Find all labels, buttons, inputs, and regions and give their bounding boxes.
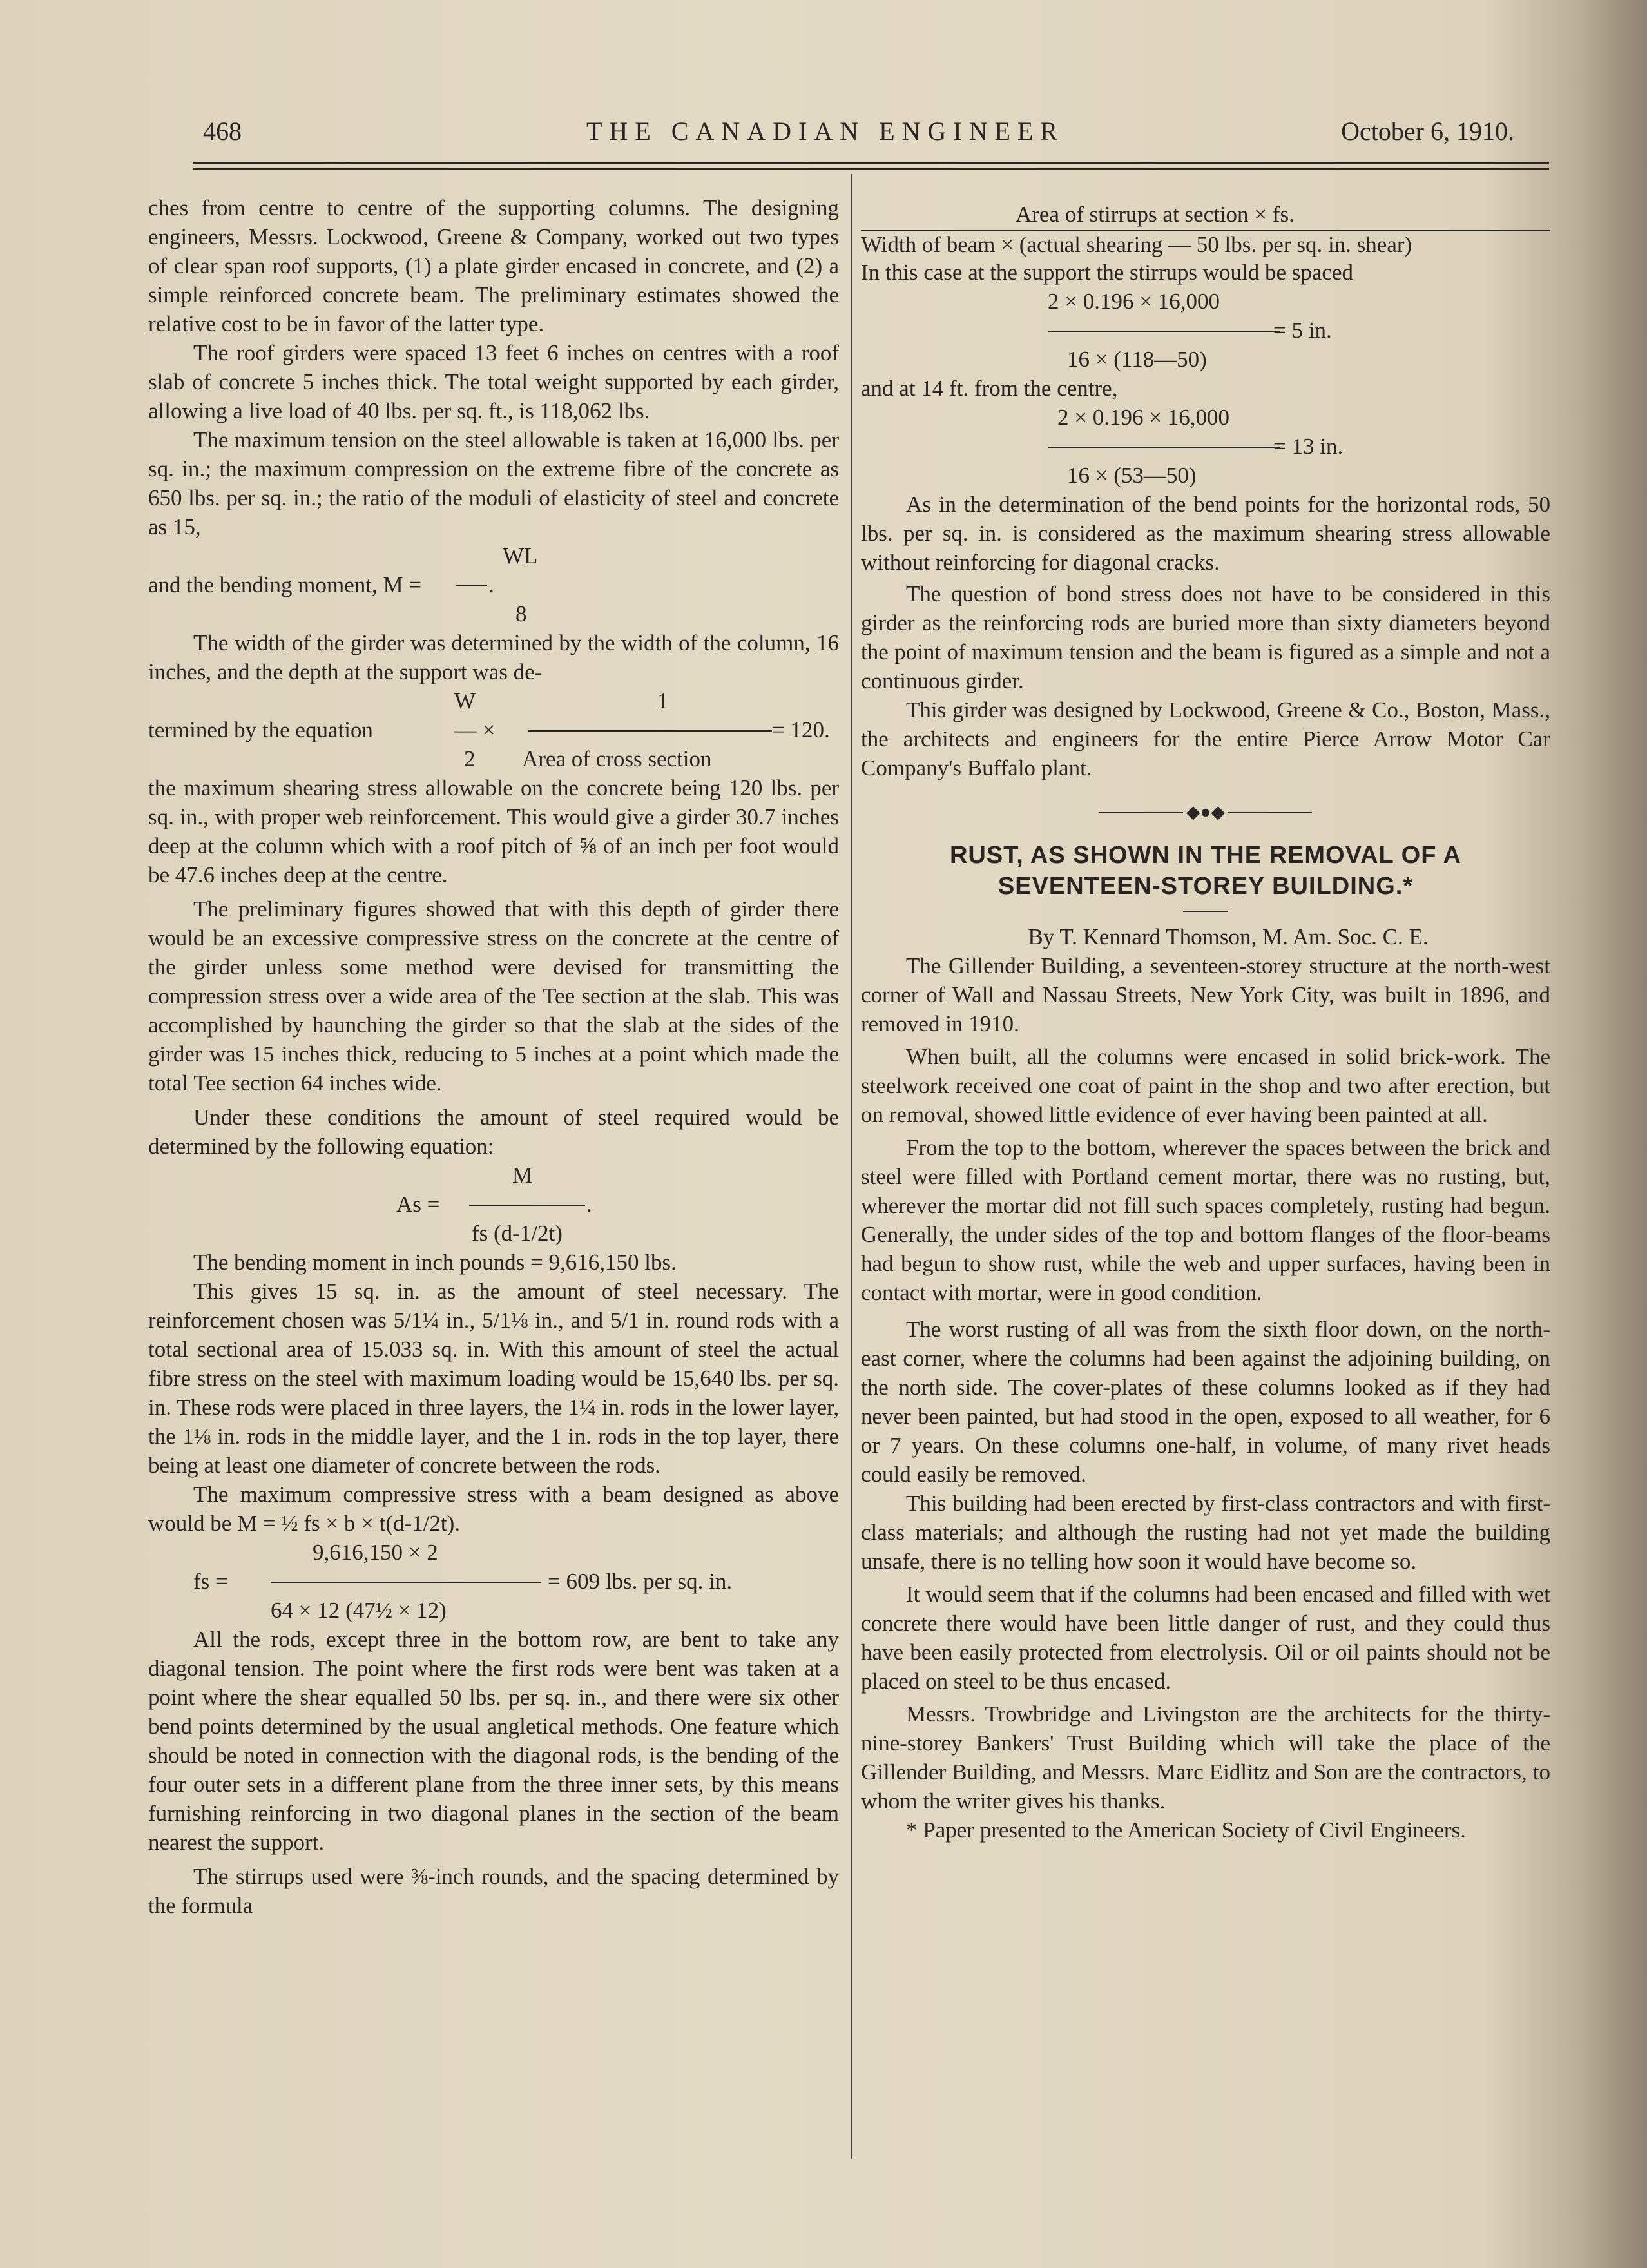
equation-numerator-w: W xyxy=(454,688,476,713)
equation-numerator: 2 × 0.196 × 16,000 xyxy=(1048,289,1220,314)
equation-end: . xyxy=(488,572,494,597)
header-rule xyxy=(193,162,1549,164)
stirrup-formula xyxy=(861,200,1550,258)
formula-denominator: Width of beam × (actual shearing — 50 lbs. per sq. in. shear) xyxy=(861,232,1412,257)
equation-lead: and the bending moment, M = xyxy=(148,572,422,597)
equation-lead: fs = xyxy=(193,1569,228,1594)
paragraph: This girder was designed by Lockwood, Greene & Co., Boston, Mass., the architects and engineers for the entire Pierce Arrow Motor Car Company's Buffalo plant. xyxy=(861,697,1550,780)
article-title-line-2: SEVENTEEN-STOREY BUILDING.* xyxy=(997,873,1414,900)
column-divider xyxy=(851,174,852,2159)
paragraph: The stirrups used were ⅜-inch rounds, and the spacing determined by the formula xyxy=(148,1864,839,1918)
fraction-bar xyxy=(271,1582,541,1583)
equation-denominator: 16 × (53—50) xyxy=(1067,463,1197,488)
byline: By T. Kennard Thomson, M. Am. Soc. C. E. xyxy=(1028,924,1429,949)
paragraph: Under these conditions the amount of steel required would be determined by the following equation: xyxy=(148,1105,839,1159)
paragraph: The worst rusting of all was from the sixth floor down, on the north-east corner, where the columns had been against the adjoining building, on the north side. The cover-plates of these columns looked as if they had never been painted, but had stood in the open, exposed to all weather, for 6 or 7 years. On these columns one-half, in volume, of many rivet heads could easily be removed. xyxy=(861,1317,1550,1487)
equation-numerator: M xyxy=(512,1163,533,1188)
paragraph: The bending moment in inch pounds = 9,616,150 lbs. xyxy=(193,1250,677,1275)
page-number: 468 xyxy=(203,117,242,146)
ornament-line-right xyxy=(1228,812,1312,813)
equation-spacing-centre xyxy=(861,403,1550,490)
article-title-line-1: RUST, AS SHOWN IN THE REMOVAL OF A xyxy=(949,842,1462,869)
paragraph: The Gillender Building, a seventeen-storey structure at the north-west corner of Wall and Nassau Streets, New York City, was built in 1896, and removed in 1910. xyxy=(861,953,1550,1036)
equation-result: = 5 in. xyxy=(1273,318,1332,343)
paragraph: This gives 15 sq. in. as the amount of steel necessary. The reinforcement chosen was 5/1¼ in., 5/1⅛ in., and 5/1 in. round rods with a total sectional area of 15.033 sq. in. With this amount of steel the actual fibre stress on the steel with maximum loading would be 15,640 lbs. per sq. in. These rods were placed in three layers, the 1¼ in. rods in the lower layer, the 1⅛ in. rods in the middle layer, and the 1 in. rods in the top layer, there being at least one diameter of concrete between the rods. xyxy=(148,1279,839,1478)
equation-fibre-stress xyxy=(148,1538,839,1625)
left-column xyxy=(148,193,839,1920)
paragraph: the maximum shearing stress allowable on the concrete being 120 lbs. per sq. in., with proper web reinforcement. This would give a girder 30.7 inches deep at the column which with a roof pitch of ⅝ of an inch per foot would be 47.6 inches deep at the centre. xyxy=(148,775,839,887)
fraction-bar xyxy=(469,1205,585,1206)
section-ornament xyxy=(861,798,1550,827)
title-rule xyxy=(1183,911,1228,912)
equation-denominator-two: 2 xyxy=(464,746,476,771)
ornament-line-left xyxy=(1099,812,1183,813)
paragraph: As in the determination of the bend points for the horizontal rods, 50 lbs. per sq. in. is considered as the maximum shearing stress allowable without reinforcing for diagonal cracks. xyxy=(861,492,1550,575)
equation-operator: — × xyxy=(454,717,496,742)
paragraph: This building had been erected by first-class contractors and with first-class materials; and although the rusting had not yet made the building unsafe, there is no telling how soon it would have become so. xyxy=(861,1491,1550,1574)
paragraph: The question of bond stress does not have to be considered in this girder as the reinforcing rods are buried more than sixty diameters beyond the point of maximum tension and the beam is figured as a simple and not a continuous girder. xyxy=(861,581,1550,693)
equation-numerator: 2 × 0.196 × 16,000 xyxy=(1057,405,1229,430)
paragraph: From the top to the bottom, wherever the spaces between the brick and steel were filled with Portland cement mortar, there was no rusting, but, wherever the mortar did not fill such spaces completely, rusting had begun. Generally, the under sides of the top and bottom flanges of the floor-beams had begun to show rust, while the web and upper surfaces, having been in contact with mortar, were in good condition. xyxy=(861,1135,1550,1305)
fraction-bar xyxy=(1048,331,1280,332)
equation-numerator: 9,616,150 × 2 xyxy=(313,1540,438,1565)
equation-bending-moment xyxy=(148,541,839,628)
equation-result: = 609 lbs. per sq. in. xyxy=(548,1569,733,1594)
ornament-diamond-icon: ◆●◆ xyxy=(1186,802,1225,822)
formula-numerator: Area of stirrups at section × fs. xyxy=(1016,202,1295,227)
paragraph: Messrs. Trowbridge and Livingston are the architects for the thirty-nine-storey Bankers' Trust Building which will take the place of the Gillender Building, and Messrs. Marc Eidlitz and Son are the contractors, to whom the writer gives his thanks. xyxy=(861,1701,1550,1814)
equation-denominator: 16 × (118—50) xyxy=(1067,347,1207,372)
equation-denominator: fs (d-1/2t) xyxy=(472,1221,563,1246)
equation-denominator: 8 xyxy=(515,601,527,626)
equation-spacing-support xyxy=(861,287,1550,374)
paragraph: All the rods, except three in the bottom row, are bent to take any diagonal tension. The point where the first rods were bent was taken at a point where the shear equalled 50 lbs. per sq. in., and there were six other bend points determined by the usual angletical methods. One feature which should be noted in connection with the diagonal rods, is the bending of the four outer sets in a different plane from the three inner sets, by this means furnishing reinforcing in two diagonal planes in the section of the beam nearest the support. xyxy=(148,1627,839,1855)
running-header xyxy=(200,116,1514,155)
footnote: * Paper presented to the American Society of Civil Engineers. xyxy=(906,1817,1466,1843)
article-title xyxy=(861,840,1550,902)
equation-denominator-area: Area of cross section xyxy=(522,746,712,771)
equation-result: = 13 in. xyxy=(1273,434,1344,459)
paragraph: It would seem that if the columns had been encased and filled with wet concrete there would have been little danger of rust, and they could thus have been easily protected from electrolysis. Oil or oil paints should not be placed on steel to be thus encased. xyxy=(861,1582,1550,1694)
equation-numerator: WL xyxy=(503,543,538,568)
issue-date: October 6, 1910. xyxy=(1341,117,1514,146)
paragraph: ches from centre to centre of the supporting columns. The designing engineers, Messrs. Lockwood, Greene & Company, worked out two types of clear span roof supports, (1) a plate girder encased in concrete, and (2) a simple reinforced concrete beam. The preliminary estimates showed the relative cost to be in favor of the latter type. xyxy=(148,195,839,336)
equation-lead: termined by the equation xyxy=(148,717,373,742)
journal-title: THE CANADIAN ENGINEER xyxy=(586,117,1065,146)
paragraph: The preliminary figures showed that with this depth of girder there would be an excessive compressive stress on the concrete at the centre of the girder unless some method were devised for transmitting the compression stress over a wide area of the Tee section at the slab. This was accomplished by haunching the girder so that the slab at the sides of the girder was 15 inches thick, reducing to 5 inches at a point which made the total Tee section 64 inches wide. xyxy=(148,897,839,1096)
fraction-bar xyxy=(528,730,772,732)
paragraph: In this case at the support the stirrups would be spaced xyxy=(861,260,1353,285)
equation-lead: As = xyxy=(396,1192,440,1217)
paragraph: The roof girders were spaced 13 feet 6 inches on centres with a roof slab of concrete 5 inches thick. The total weight supported by each girder, allowing a live load of 40 lbs. per sq. ft., is 118,062 lbs. xyxy=(148,340,839,423)
paragraph: The maximum compressive stress with a beam designed as above would be M = ½ fs × b × t(d-1/2t). xyxy=(148,1482,839,1536)
equation-denominator: 64 × 12 (47½ × 12) xyxy=(271,1598,447,1623)
paragraph: The maximum tension on the steel allowable is taken at 16,000 lbs. per sq. in.; the maximum compression on the extreme fibre of the concrete as 650 lbs. per sq. in.; the ratio of the moduli of elasticity of steel and concrete as 15, xyxy=(148,427,839,539)
paragraph: and at 14 ft. from the centre, xyxy=(861,376,1118,401)
equation-steel-area xyxy=(148,1161,839,1248)
equation-depth xyxy=(148,686,839,773)
fraction-bar xyxy=(1048,447,1280,448)
paragraph: The width of the girder was determined by the width of the column, 16 inches, and the depth at the support was de- xyxy=(148,630,839,684)
equation-end: . xyxy=(586,1192,592,1217)
equation-result: = 120. xyxy=(772,717,830,742)
fraction-bar xyxy=(456,585,487,586)
right-column xyxy=(861,200,1550,1845)
equation-numerator-one: 1 xyxy=(657,688,669,713)
header-rule-secondary xyxy=(193,168,1549,170)
paragraph: When built, all the columns were encased in solid brick-work. The steelwork received one coat of paint in the shop and two after erection, but on removal, showed little evidence of ever having been painted at all. xyxy=(861,1044,1550,1127)
